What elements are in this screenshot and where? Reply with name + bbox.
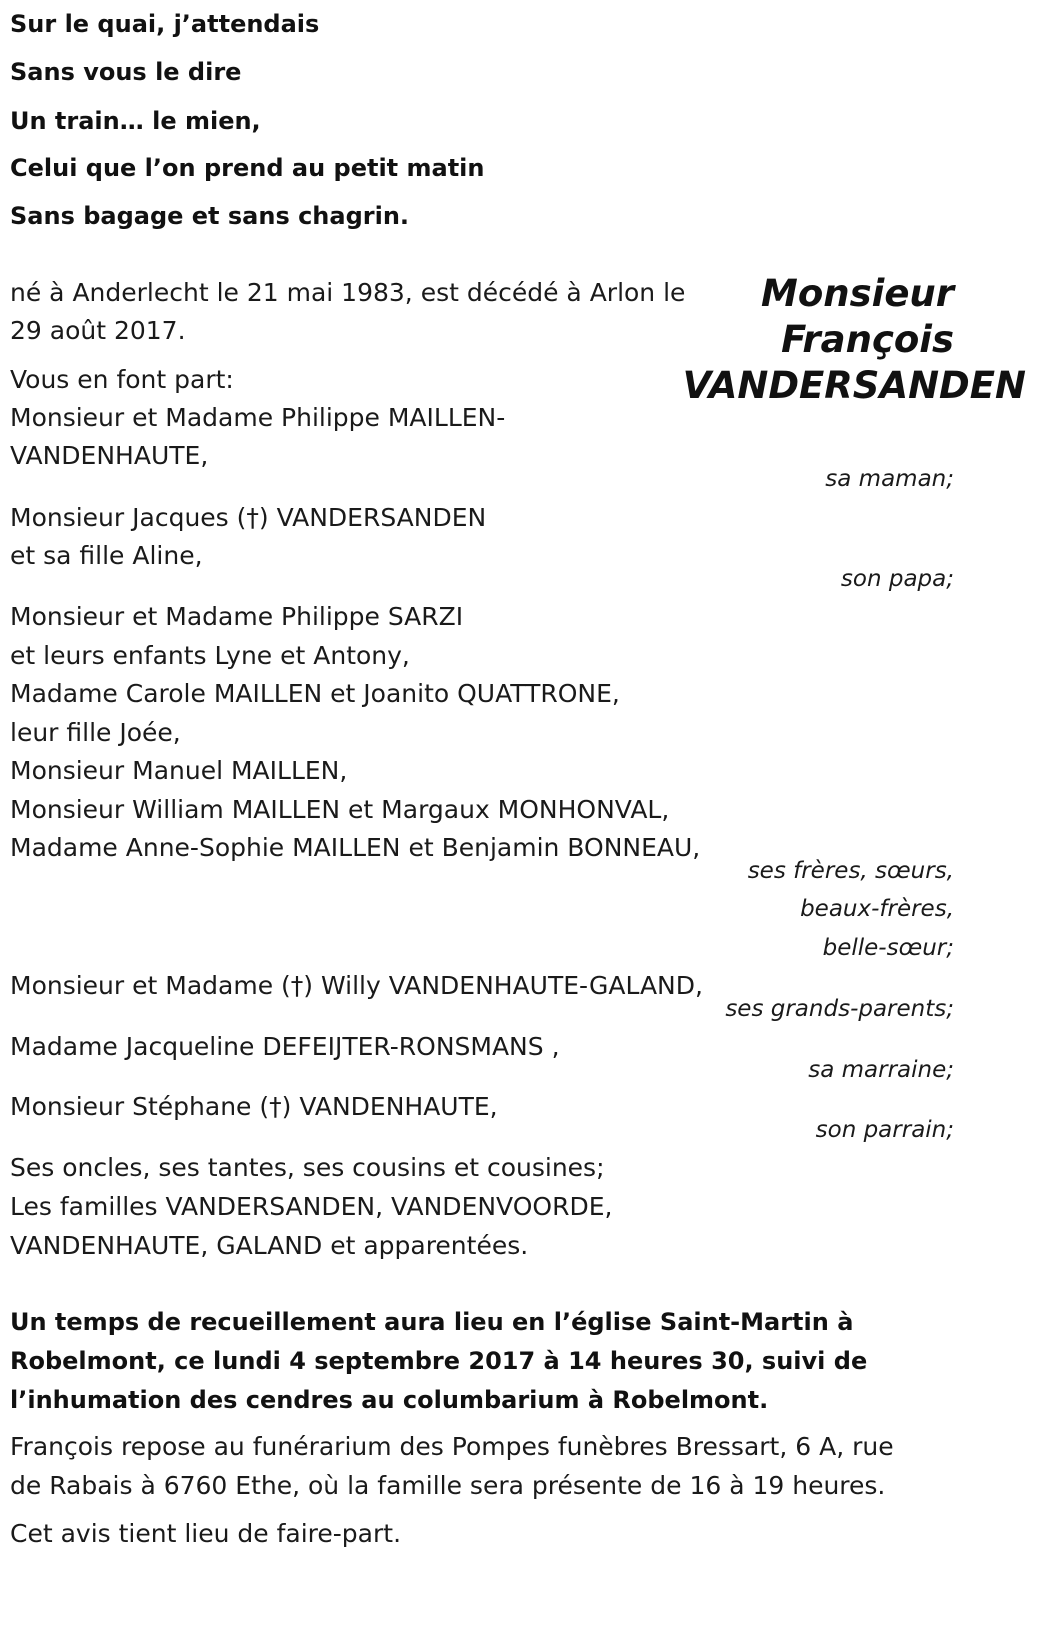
role-grandparents: ses grands-parents; [725, 996, 954, 1022]
family-siblings-line-6: Monsieur William MAILLEN et Margaux MONHONVAL, [10, 795, 670, 824]
role-siblings-line-1: ses frères, sœurs, [747, 858, 954, 884]
family-mother-line-1: Monsieur et Madame Philippe MAILLEN- [10, 403, 506, 432]
poem-line-4: Celui que l’on prend au petit matin [10, 154, 485, 182]
deceased-last-name: VANDERSANDEN [682, 364, 1026, 407]
family-godmother: Madame Jacqueline DEFEIJTER-RONSMANS , [10, 1032, 560, 1061]
family-siblings-line-3: Madame Carole MAILLEN et Joanito QUATTRONE, [10, 679, 620, 708]
role-siblings-line-2: beaux-frères, [800, 896, 954, 922]
family-others-line-2: Les familles VANDERSANDEN, VANDENVOORDE, [10, 1192, 613, 1221]
announce-intro: Vous en font part: [10, 365, 234, 394]
funeral-home-line-2: de Rabais à 6760 Ethe, où la famille sera présente de 16 à 19 heures. [10, 1471, 886, 1500]
poem-line-1: Sur le quai, j’attendais [10, 10, 320, 38]
role-father: son papa; [840, 566, 954, 592]
family-father-line-2: et sa fille Aline, [10, 541, 203, 570]
family-others-line-3: VANDENHAUTE, GALAND et apparentées. [10, 1231, 529, 1260]
deceased-first-name: François [781, 318, 954, 361]
role-siblings-line-3: belle-sœur; [822, 935, 954, 961]
poem-line-5: Sans bagage et sans chagrin. [10, 202, 410, 230]
birth-death-line-1: né à Anderlecht le 21 mai 1983, est décédé à Arlon le [10, 278, 686, 307]
closing-note: Cet avis tient lieu de faire-part. [10, 1519, 402, 1548]
service-line-1: Un temps de recueillement aura lieu en l’église Saint-Martin à [10, 1308, 854, 1336]
deceased-title: Monsieur [761, 272, 954, 315]
role-godmother: sa marraine; [808, 1057, 954, 1083]
family-siblings-line-4: leur fille Joée, [10, 718, 181, 747]
family-siblings-line-1: Monsieur et Madame Philippe SARZI [10, 602, 464, 631]
role-godfather: son parrain; [815, 1117, 954, 1143]
role-mother: sa maman; [825, 466, 954, 492]
funeral-home-line-1: François repose au funérarium des Pompes funèbres Bressart, 6 A, rue [10, 1432, 894, 1461]
family-grandparents: Monsieur et Madame (†) Willy VANDENHAUTE-GALAND, [10, 971, 703, 1000]
family-siblings-line-5: Monsieur Manuel MAILLEN, [10, 756, 348, 785]
service-line-2: Robelmont, ce lundi 4 septembre 2017 à 14 heures 30, suivi de [10, 1347, 868, 1375]
family-siblings-line-7: Madame Anne-Sophie MAILLEN et Benjamin BONNEAU, [10, 833, 701, 862]
family-godfather: Monsieur Stéphane (†) VANDENHAUTE, [10, 1092, 498, 1121]
family-father-line-1: Monsieur Jacques (†) VANDERSANDEN [10, 503, 487, 532]
service-line-3: l’inhumation des cendres au columbarium à Robelmont. [10, 1386, 769, 1414]
family-others-line-1: Ses oncles, ses tantes, ses cousins et cousines; [10, 1153, 605, 1182]
birth-death-line-2: 29 août 2017. [10, 316, 186, 345]
family-siblings-line-2: et leurs enfants Lyne et Antony, [10, 641, 410, 670]
poem-line-2: Sans vous le dire [10, 58, 242, 86]
poem-line-3: Un train… le mien, [10, 107, 261, 135]
family-mother-line-2: VANDENHAUTE, [10, 441, 209, 470]
